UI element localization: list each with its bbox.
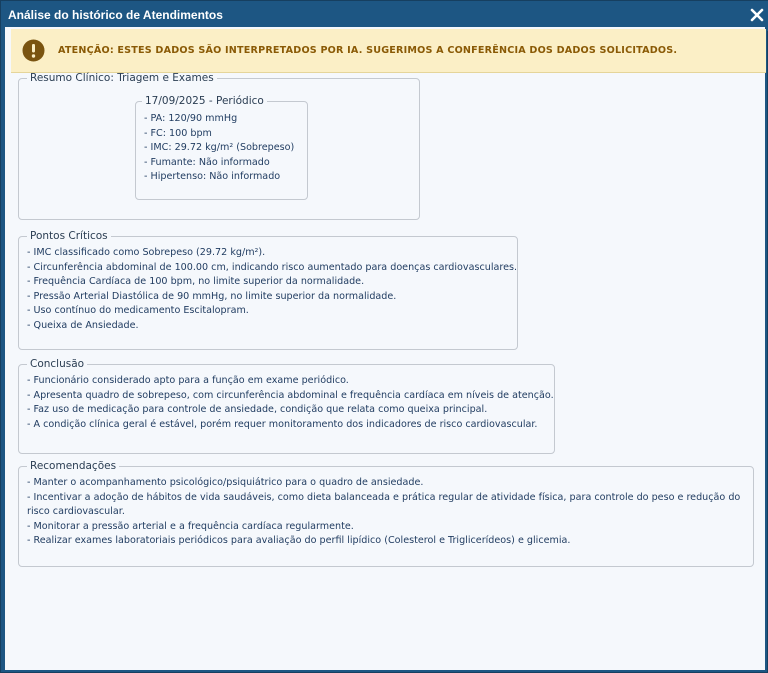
ai-warning-banner — [11, 29, 766, 73]
recommendations-legend: Recomendações — [30, 460, 117, 472]
conclusion-legend: Conclusão — [30, 358, 85, 370]
critical-points-legend: Pontos Críticos — [30, 230, 108, 242]
clinical-summary-legend: Resumo Clínico: Triagem e Exames — [30, 72, 214, 84]
visit-record-box — [135, 95, 308, 200]
list-item: - Incentivar a adoção de hábitos de vida saudáveis, como dieta balanceada e prática regular de atividade física, para controle do peso e redução do risco cardiovascular. — [27, 491, 741, 518]
exclamation-icon — [22, 39, 45, 62]
list-item: - Circunferência abdominal de 100.00 cm, indicando risco aumentado para doenças cardiovasculares. — [27, 261, 518, 273]
ai-warning-text: ATENÇÃO: ESTES DADOS SÃO INTERPRETADOS POR IA. SUGERIMOS A CONFERÊNCIA DOS DADOS SOLICITADOS. — [58, 45, 678, 56]
recommendations-section — [18, 460, 754, 567]
visit-item-fc: - FC: 100 bpm — [144, 127, 212, 139]
list-item: - Frequência Cardíaca de 100 bpm, no limite superior da normalidade. — [27, 276, 365, 288]
list-item: - Funcionário considerado apto para a função em exame periódico. — [27, 375, 349, 386]
visit-item-hipertenso: - Hipertenso: Não informado — [144, 171, 281, 183]
close-icon[interactable] — [747, 5, 767, 25]
visit-item-fumante: - Fumante: Não informado — [144, 156, 270, 168]
visit-record-legend: 17/09/2025 - Periódico — [145, 95, 264, 107]
list-item: - Realizar exames laboratoriais periódicos para avaliação do perfil lipídico (Colesterol e Triglicerídeos) e glicemia. — [27, 535, 571, 547]
list-item: - Uso contínuo do medicamento Escitalopram. — [27, 305, 249, 317]
conclusion-section — [18, 358, 555, 454]
list-item: - Pressão Arterial Diastólica de 90 mmHg, no limite superior da normalidade. — [27, 290, 397, 302]
list-item: - A condição clínica geral é estável, porém requer monitoramento dos indicadores de risco cardiovascular. — [27, 418, 538, 430]
visit-item-imc: - IMC: 29.72 kg/m² (Sobrepeso) — [144, 142, 295, 154]
dialog-content — [5, 27, 765, 670]
list-item: - Manter o acompanhamento psicológico/psiquiátrico para o quadro de ansiedade. — [27, 477, 424, 488]
list-item: - Queixa de Ansiedade. — [27, 319, 139, 331]
list-item: - IMC classificado como Sobrepeso (29.72 kg/m²). — [27, 247, 266, 258]
list-item: - Monitorar a pressão arterial e a frequência cardíaca regularmente. — [27, 520, 354, 532]
list-item: - Faz uso de medicação para controle de ansiedade, condição que relata como queixa principal. — [27, 404, 488, 416]
visit-item-pa: - PA: 120/90 mmHg — [144, 113, 238, 124]
dialog-title: Análise do histórico de Atendimentos — [8, 8, 223, 22]
list-item: - Apresenta quadro de sobrepeso, com circunferência abdominal e frequência cardíaca em níveis de atenção. — [27, 389, 554, 401]
critical-points-section — [18, 230, 518, 350]
